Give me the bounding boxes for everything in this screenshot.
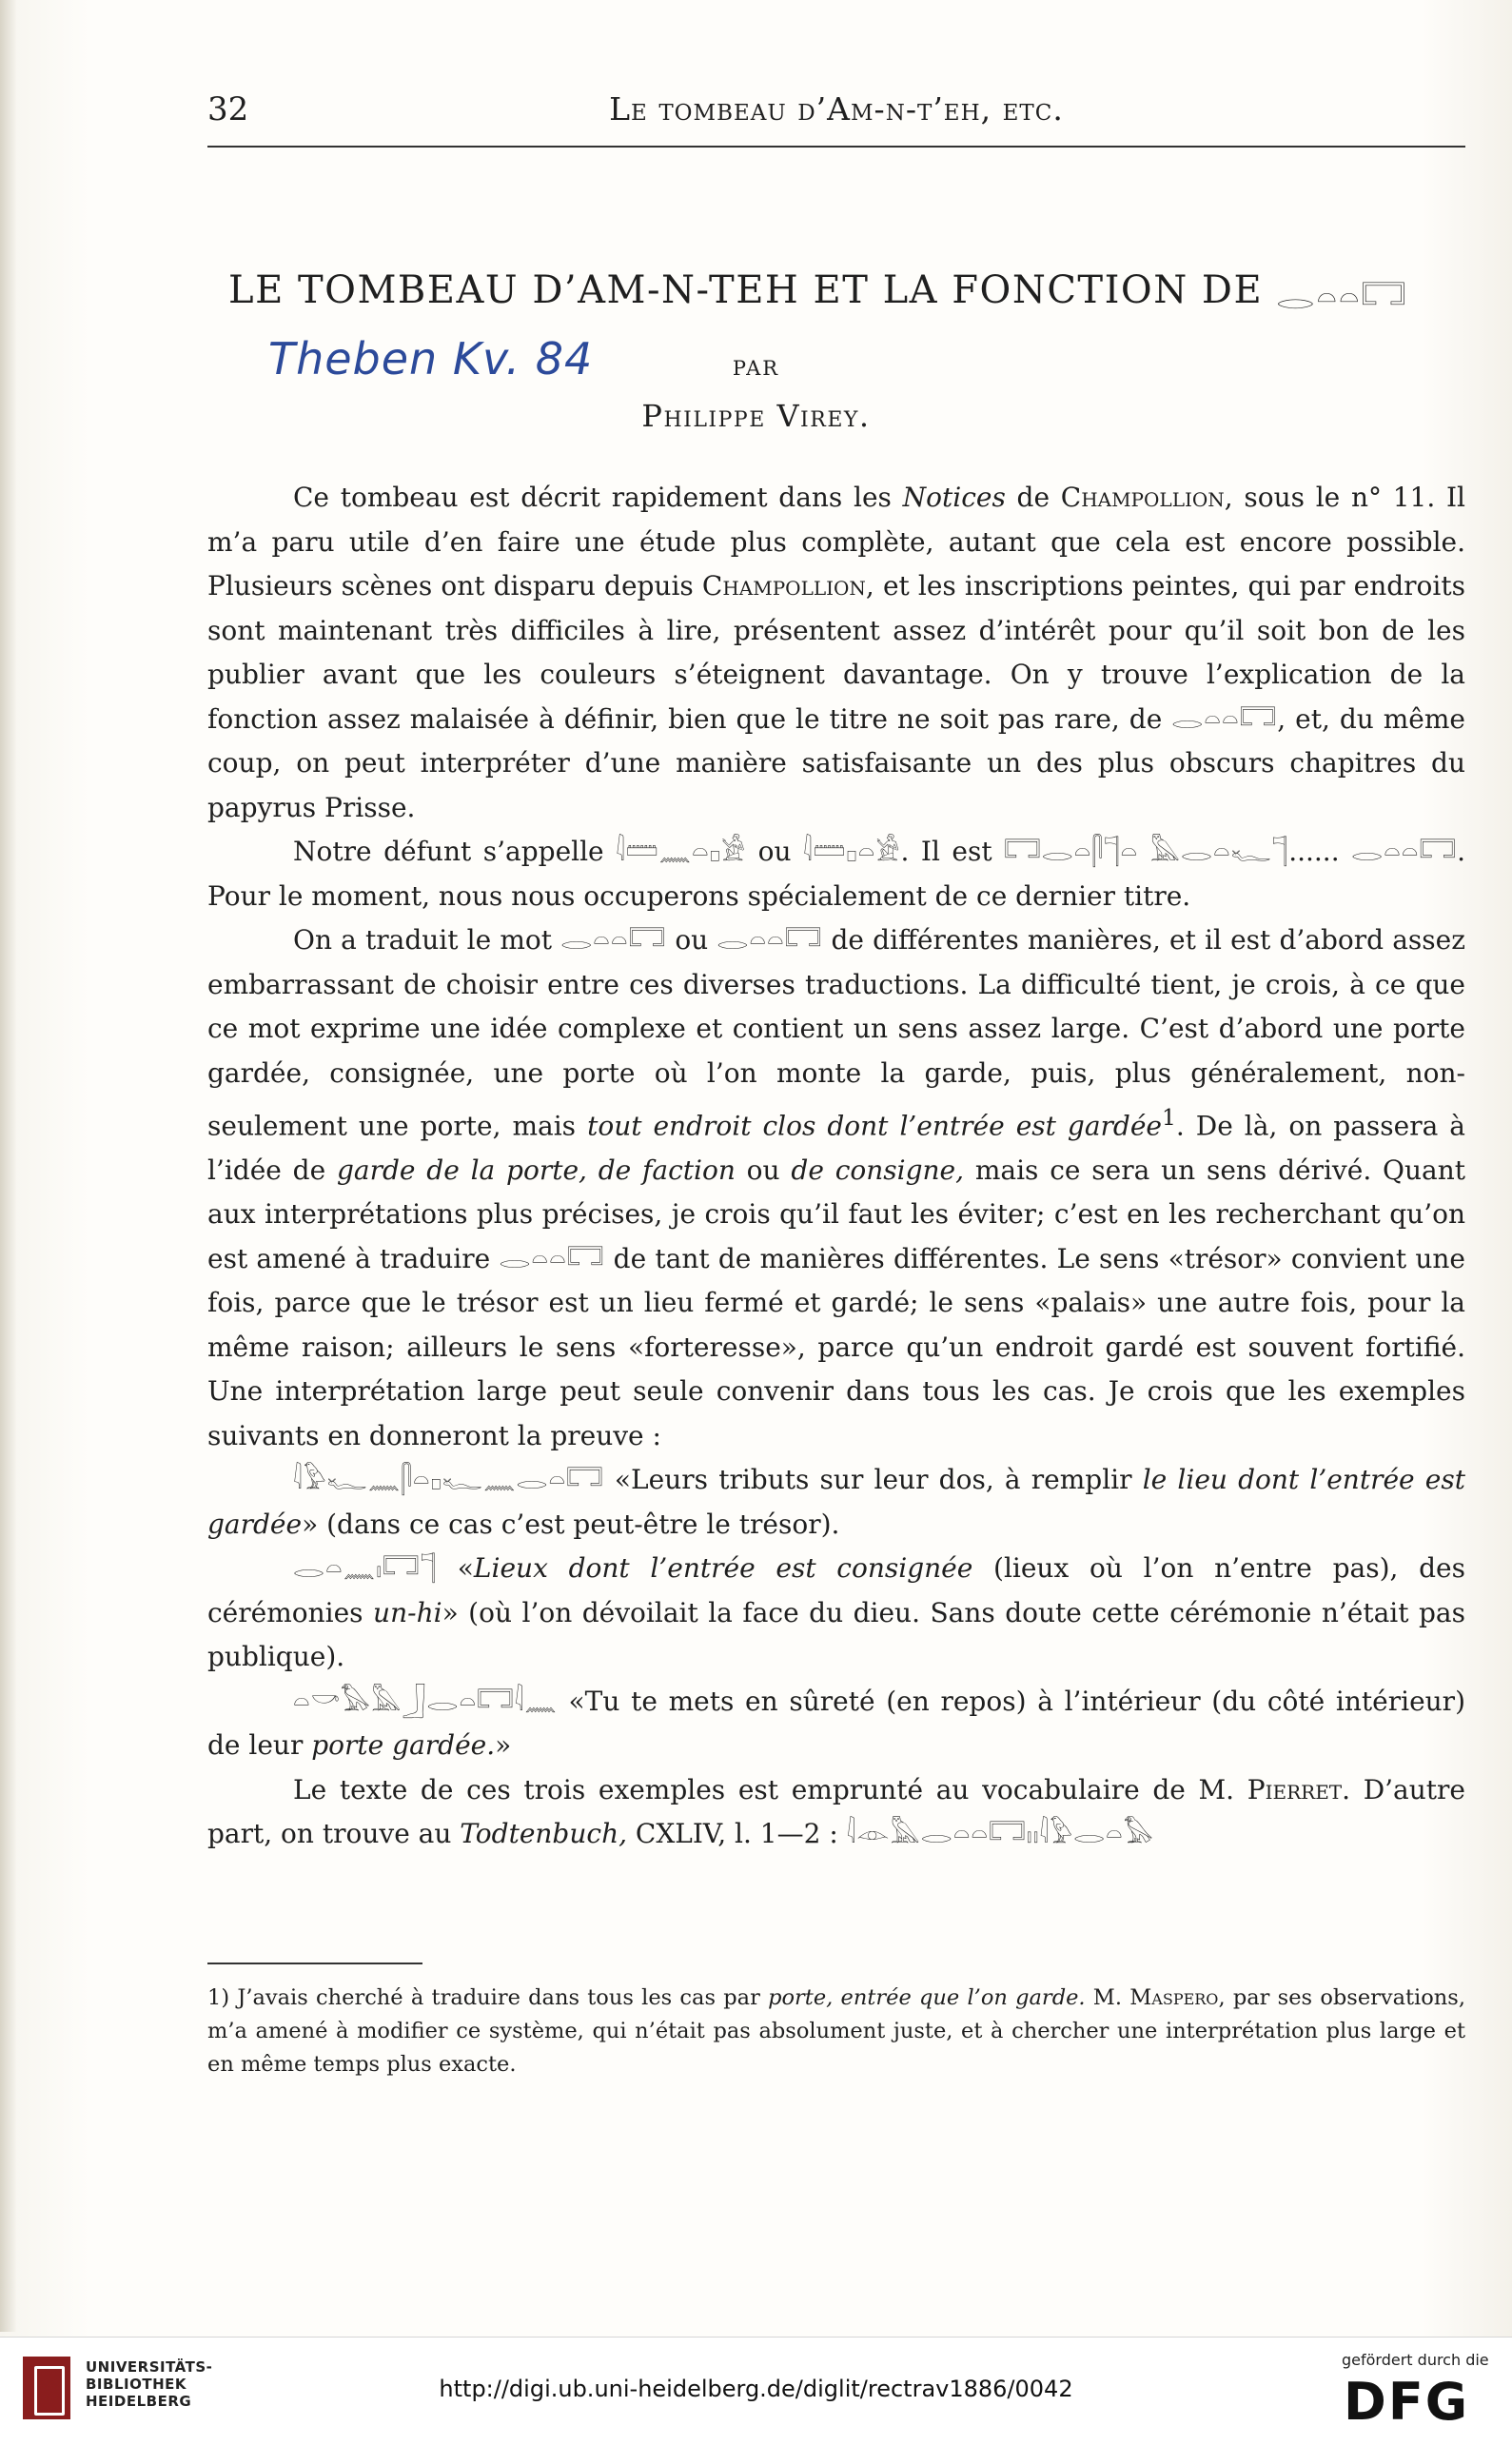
hieroglyph-group: 𓇋𓅱𓆑𓈖𓋴𓏏𓊪𓆑𓈖𓂋𓏏𓉐 xyxy=(293,1464,604,1496)
footnote-ref: 1 xyxy=(1162,1104,1176,1131)
author-name: Philippe Virey. xyxy=(641,398,871,434)
hieroglyph-group: 𓇋𓏠𓈖𓏏𓊪𓀀 xyxy=(616,836,747,867)
paragraph-2: Notre défunt s’appelle 𓇋𓏠𓈖𓏏𓊪𓀀 ou 𓇋𓏠𓊪𓏏𓀀. Il est 𓉐𓂋𓏏𓋴𓊹𓏏 𓅓𓂋𓏏𓆑𓊹...... 𓂋𓏏𓏏𓉐. Pour le moment, nous nous occuperons spécialement de ce dernier titre. xyxy=(207,836,1465,912)
handwritten-annotation: Theben Kv. 84 xyxy=(268,333,594,385)
paragraph-1: Ce tombeau est décrit rapidement dans les Notices de Champollion, sous le n° 11. Il m’a paru utile d’en faire une étude plus complète, autant que cela est encore possible. Plusieurs scènes ont disparu depuis Champollion, et les inscriptions peintes, qui par endroits sont maintenant très difficiles à lire, présentent assez d’intérêt pour qu’il soit bon de les publier avant que les couleurs s’éteignent davantage. On y trouve l’explication de la fonction assez malaisée à définir, bien que le titre ne soit pas rare, de 𓂋𓏏𓏏𓉐, et, du même coup, on peut interpréter d’une manière satisfaisante un des plus obscurs chapitres du papyrus Prisse. xyxy=(207,482,1465,823)
hieroglyph-group: 𓇋𓏠𓊪𓏏𓀀 xyxy=(803,836,901,867)
example-3: 𓏏𓎡𓅃𓅓𓃀𓂋𓏏𓉐𓇋𓈖 «Tu te mets en sûreté (en repos) à l’intérieur (du côté intérieur) de leur porte gardée.» xyxy=(207,1685,1465,1762)
library-name: UNIVERSITÄTS- BIBLIOTHEK HEIDELBERG xyxy=(86,2358,213,2410)
page-number: 32 xyxy=(207,90,249,128)
running-title: Le tombeau d’Am-n-t’eh, etc. xyxy=(609,90,1064,128)
hieroglyph-group: 𓂋𓏏𓈖𓏤𓉐𓊹 xyxy=(293,1552,438,1585)
example-1: 𓇋𓅱𓆑𓈖𓋴𓏏𓊪𓆑𓈖𓂋𓏏𓉐 «Leurs tributs sur leur dos, à remplir le lieu dont l’entrée est gardée» (dans ce cas c’est peut-être le trésor). xyxy=(207,1464,1465,1540)
hieroglyph-group: 𓂋𓏏𓏏𓉐 xyxy=(1351,836,1458,867)
header-rule xyxy=(207,146,1465,148)
example-2: 𓂋𓏏𓈖𓏤𓉐𓊹 «Lieux dont l’entrée est consignée (lieux où l’on n’entre pas), des cérémonies un-hi» (où l’on dévoilait la face du dieu. Sans doute cette cérémonie n’était pas publique). xyxy=(207,1552,1465,1673)
article-body xyxy=(207,476,1465,1857)
hieroglyph-group: 𓅓𓂋𓏏𓆑𓊹 xyxy=(1149,836,1289,867)
hieroglyph-group: 𓂋𓏏𓏏𓉐 xyxy=(560,924,667,956)
dfg-logo: DFG xyxy=(1344,2372,1470,2432)
byline-par: PAR xyxy=(732,357,780,380)
footnote: 1) J’avais cherché à traduire dans tous les cas par porte, entrée que l’on garde. M. Maspero, par ses observations, m’a amené à modifier ce système, qui n’était pas absolument juste, et à chercher une interprétation plus large et en même temps plus exacte. xyxy=(207,1985,1465,2077)
paragraph-3: On a traduit le mot 𓂋𓏏𓏏𓉐 ou 𓂋𓏏𓏏𓉐 de différentes manières, et il est d’abord assez embarrassant de choisir entre ces diverses traductions. La difficulté tient, je crois, à ce que ce mot exprime une idée complexe et contient un sens assez large. C’est d’abord une porte gardée, consignée, une porte où l’on monte la garde, puis, plus généralement, non-seulement une porte, mais tout endroit clos dont l’entrée est gardée$^1$. De là, on passera à l’idée de garde de la porte, de faction ou de consigne, mais ce sera un sens dérivé. Quant aux interprétations plus précises, je crois qu’il faut les éviter; c’est en les recherchant qu’on est amené à traduire 𓂋𓏏𓏏𓉐 de tant de manières différentes. Le sens «trésor» convient une fois, parce que le trésor est un lieu fermé et gardé; le sens «palais» une autre fois, pour la même raison; ailleurs le sens «forteresse», parce qu’un endroit gardé est souvent fortifié. Une interprétation large peut seule convenir dans tous les cas. Je crois que les exemples suivants en donneront la preuve : xyxy=(207,924,1465,1451)
hieroglyph-group: 𓂋𓏏𓏏𓉐 xyxy=(499,1242,605,1274)
hieroglyph-group: 𓉐𓂋𓏏𓋴𓊹𓏏 xyxy=(1004,836,1139,867)
binding-shadow xyxy=(0,0,17,2332)
hieroglyph-group: 𓂋𓏏𓏏𓉐 xyxy=(1171,702,1278,735)
hieroglyph-title: 𓂋𓏏𓏏𓉐 xyxy=(1276,279,1408,317)
article-title-text: LE TOMBEAU D’AM-N-TEH ET LA FONCTION DE xyxy=(228,268,1264,312)
running-header xyxy=(207,90,1465,148)
sponsor-text: gefördert durch die xyxy=(1342,2351,1489,2369)
footnote-rule xyxy=(207,1963,422,1964)
hieroglyph-group: 𓂋𓏏𓏏𓉐 xyxy=(717,924,823,956)
hieroglyph-group: 𓇋𓁹𓅓𓂋𓏏𓏏𓉐𓏤𓏤𓇋𓅱𓂋𓏏𓅃 xyxy=(846,1818,1154,1850)
source-url-link[interactable]: http://digi.ub.uni-heidelberg.de/diglit/rectrav1886/0042 xyxy=(439,2376,1073,2402)
paragraph-4: Le texte de ces trois exemples est emprunté au vocabulaire de M. Pierret. D’autre part, on trouve au Todtenbuch, CXLIV, l. 1—2 : 𓇋𓁹𓅓𓂋𓏏𓏏𓉐𓏤𓏤𓇋𓅱𓂋𓏏𓅃 xyxy=(207,1773,1465,1850)
hieroglyph-group: 𓏏𓎡𓅃𓅓𓃀𓂋𓏏𓉐𓇋𓈖 xyxy=(293,1685,558,1717)
article-title xyxy=(228,266,1465,320)
